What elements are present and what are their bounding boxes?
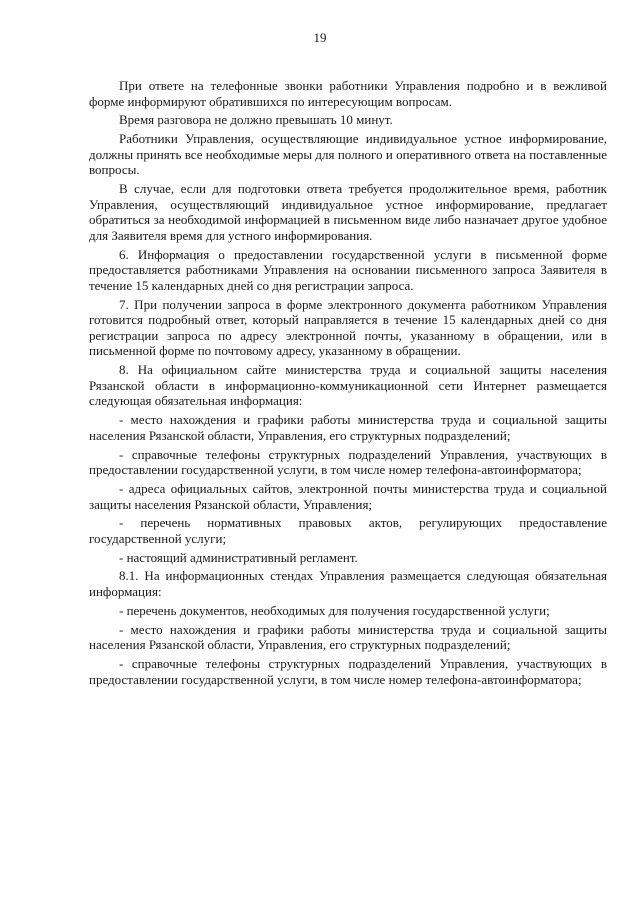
list-item: - справочные телефоны структурных подразделений Управления, участвующих в предоставлении государственной услуги, в том числе номер телефона-автоинформатора; bbox=[89, 446, 607, 478]
list-item: - место нахождения и графики работы министерства труда и социальной защиты населения Рязанской области, Управления, его структурных подразделений; bbox=[89, 621, 607, 653]
list-item: - настоящий административный регламент. bbox=[119, 549, 358, 565]
paragraph: В случае, если для подготовки ответа требуется продолжительное время, работник Управления, осуществляющий индивидуальное устное информирование, предлагает обратиться за необходимой информацией в письменном виде либо назначает другое удобное для Заявителя время для устного информирования. bbox=[89, 181, 607, 243]
page-number: 19 bbox=[313, 30, 327, 45]
paragraph: Работники Управления, осуществляющие индивидуальное устное информирование, должны принять все необходимые меры для полного и оперативного ответа на поставленные вопросы. bbox=[89, 131, 607, 178]
paragraph: 7. При получении запроса в форме электронного документа работником Управления готовится подробный ответ, который направляется в течение 15 календарных дней со дня регистрации запроса по адресу электронной почты, указанному в обращении, или в письменной форме по почтовому адресу, указанному в обращении. bbox=[89, 296, 607, 359]
paragraph: При ответе на телефонные звонки работники Управления подробно и в вежливой форме информируют обратившихся по интересующим вопросам. bbox=[89, 78, 607, 109]
paragraph: Время разговора не должно превышать 10 минут. bbox=[119, 112, 393, 128]
list-item: - перечень документов, необходимых для получения государственной услуги; bbox=[119, 602, 550, 618]
paragraph: 6. Информация о предоставлении государственной услуги в письменной форме предоставляется работниками Управления на основании письменного запроса Заявителя в течение 15 календарных дней со дня регистрации запроса. bbox=[89, 246, 607, 293]
list-item: - справочные телефоны структурных подразделений Управления, участвующих в предоставлении государственной услуги, в том числе номер телефона-автоинформатора; bbox=[89, 656, 607, 687]
list-item: - адреса официальных сайтов, электронной почты министерства труда и социальной защиты населения Рязанской области, Управления; bbox=[89, 480, 607, 512]
paragraph: 8.1. На информационных стендах Управления размещается следующая обязательная информация: bbox=[89, 568, 607, 600]
list-item: - перечень нормативных правовых актов, регулирующих предоставление государственной услуги; bbox=[89, 515, 607, 546]
list-item: - место нахождения и графики работы министерства труда и социальной защиты населения Рязанской области, Управления, его структурных подразделений; bbox=[89, 412, 607, 443]
paragraph: 8. На официальном сайте министерства труда и социальной защиты населения Рязанской области в информационно-коммуникационной сети Интернет размещается следующая обязательная информация: bbox=[89, 362, 607, 409]
body-text bbox=[89, 78, 607, 690]
